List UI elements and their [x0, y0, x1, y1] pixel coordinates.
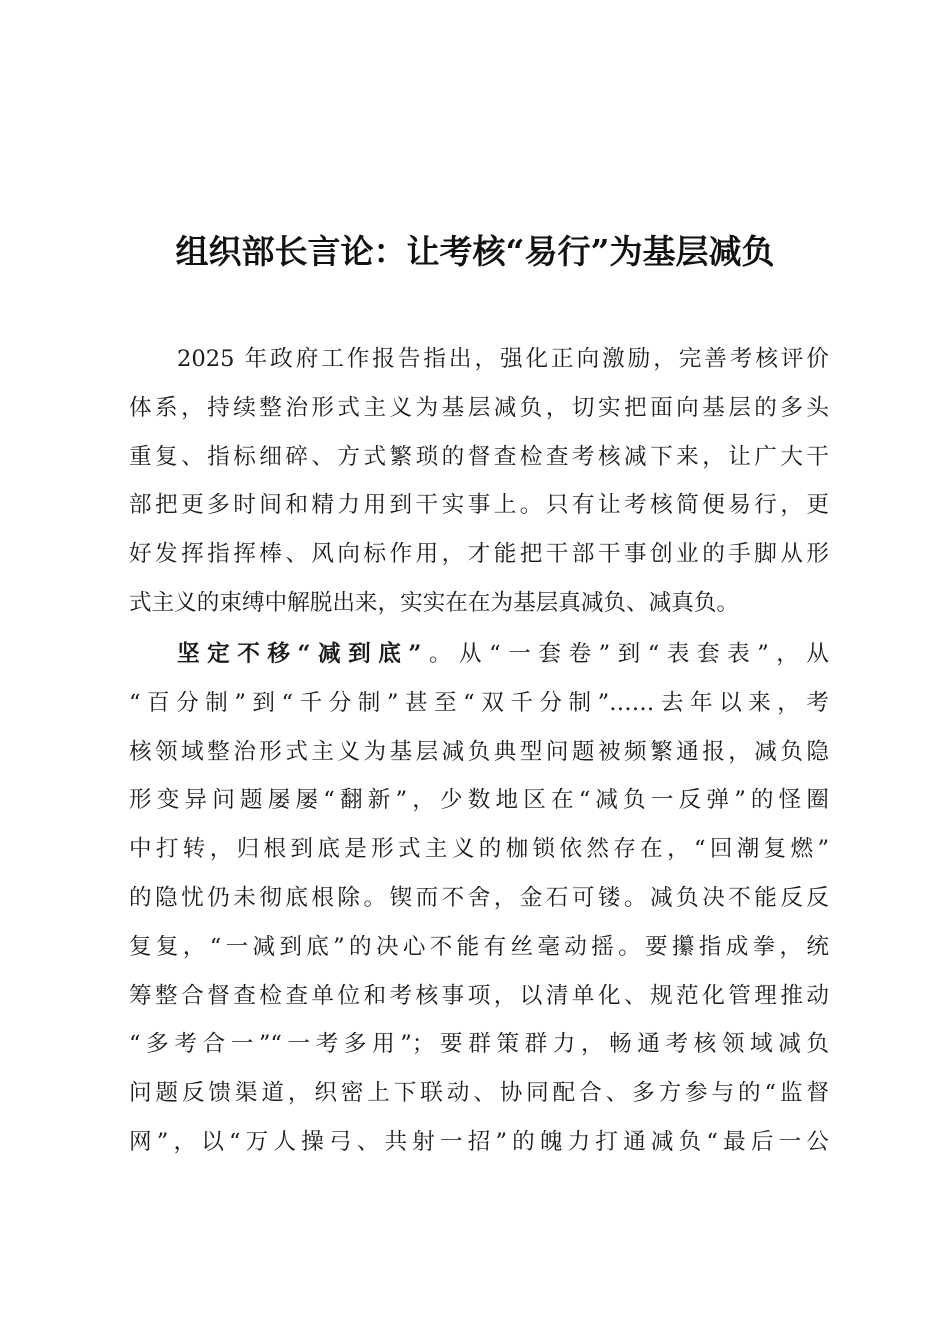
paragraph-2-line: “多考合一”“一考多用”；要群策群力，畅通考核领域减负	[129, 1031, 829, 1058]
paragraph-2-line: 问题反馈渠道，织密上下联动、协同配合、多方参与的“监督	[129, 1080, 829, 1107]
document-title: 组织部长言论：让考核“易行”为基层减负	[175, 232, 775, 271]
paragraph-1-line: 部把更多时间和精力用到干实事上。只有让考核简便易行，更	[129, 492, 829, 519]
paragraph-1-line: 好发挥指挥棒、风向标作用，才能把干部干事创业的手脚从形	[129, 541, 829, 568]
paragraph-2-line: 中打转，归根到底是形式主义的枷锁依然存在，“回潮复燃”	[129, 836, 829, 863]
paragraph-2-first-line-rest: 。从“一套卷”到“表套表”，从	[421, 641, 830, 667]
paragraph-2-line: “百分制”到“千分制”甚至“双千分制”……去年以来，考	[129, 689, 829, 716]
paragraph-2-line: 的隐忧仍未彻底根除。锲而不舍，金石可镂。减负决不能反反	[129, 884, 829, 911]
paragraph-2-line: 形变异问题屡屡“翻新”，少数地区在“减负一反弹”的怪圈	[129, 787, 829, 814]
paragraph-2-line: 核领域整治形式主义为基层减负典型问题被频繁通报，减负隐	[129, 738, 829, 765]
paragraph-1-line: 体系，持续整治形式主义为基层减负，切实把面向基层的多头	[129, 394, 829, 421]
paragraph-2	[129, 630, 829, 1167]
paragraph-2-lead: 坚定不移“减到底”	[177, 641, 422, 667]
paragraph-1-line: 式主义的束缚中解脱出来，实实在在为基层真减负、减真负。	[129, 589, 740, 616]
paragraph-1	[129, 335, 829, 628]
paragraph-1-line: 重复、指标细碎、方式繁琐的督查检查考核减下来，让广大干	[129, 443, 829, 470]
paragraph-1-line: 2025 年政府工作报告指出，强化正向激励，完善考核评价	[177, 346, 829, 372]
paragraph-2-first-line	[129, 630, 829, 679]
paragraph-2-line: 筹整合督查检查单位和考核事项，以清单化、规范化管理推动	[129, 982, 829, 1009]
paragraph-2-line: 复复，“一减到底”的决心不能有丝毫动摇。要攥指成拳，统	[129, 933, 829, 960]
paragraph-2-line: 网”，以“万人操弓、共射一招”的魄力打通减负“最后一公	[129, 1128, 829, 1155]
